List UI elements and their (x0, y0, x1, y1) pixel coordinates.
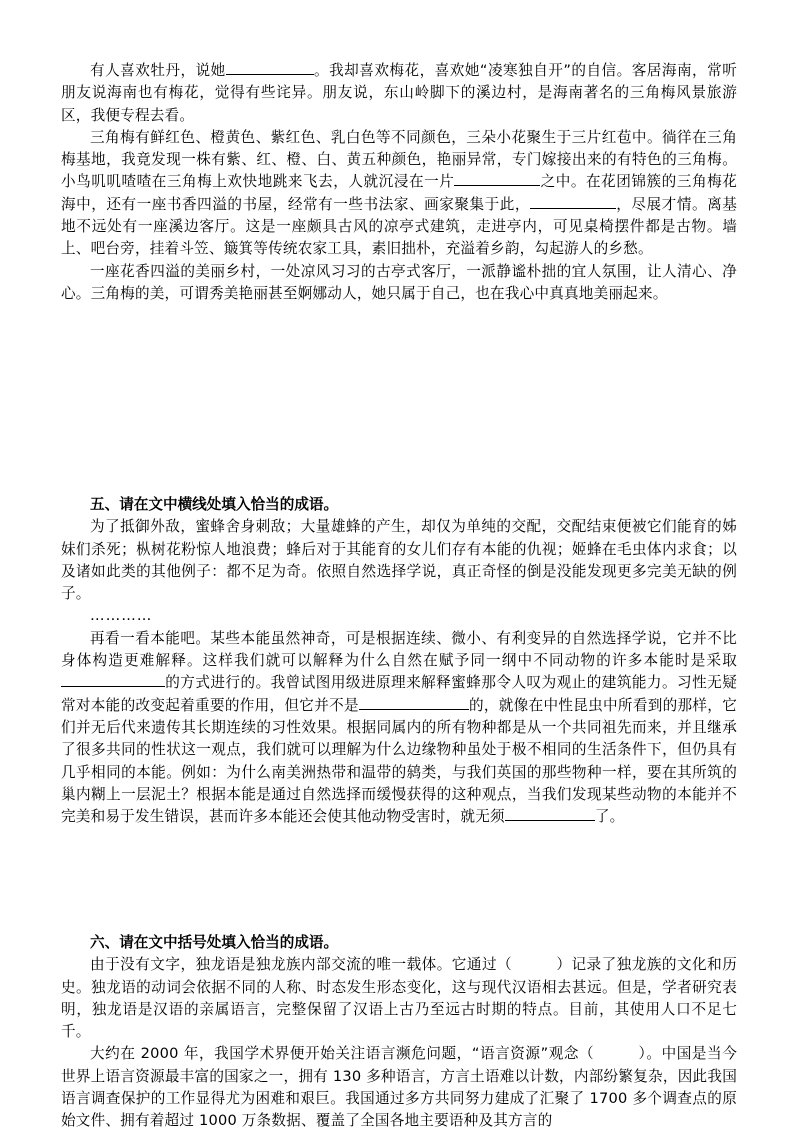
text-run: 。我却喜欢梅花，喜欢她“凌寒独自开”的自信。客居海南，常听朋友说海南也有梅花，觉得有些诧异。朋友说，东山岭脚下的溪边村，是海南著名的三角梅风景旅游区，我便专程去看。 (61, 62, 737, 124)
text-run: 有人喜欢牡丹，说她 (90, 62, 226, 79)
fill-blank[interactable] (530, 194, 616, 209)
text-run: 三角梅有鲜红色、橙黄色、紫红色、乳白色等不同颜色，三朵小花聚生于三片红苞中。徜徉在三角梅基地，我竟发现一株有紫、红、橙、白、黄五种颜色，艳丽异常，专门嫁接出来的有特色的三角梅。小鸟叽叽喳喳在三角梅上欢快地跳来飞去，人就沉浸在一片 (61, 128, 737, 191)
section-six-paragraph-2 (61, 1043, 737, 1132)
fill-blank[interactable] (454, 171, 540, 186)
section-five (61, 494, 737, 828)
document-page (61, 60, 737, 1130)
text-run: 由于没有文字，独龙语是独龙族内部交流的唯一载体。它通过（ (90, 956, 513, 974)
passage-one (61, 60, 737, 305)
ellipsis-line: ………… (90, 607, 153, 625)
passage-one-paragraph-2 (61, 127, 737, 261)
fill-blank[interactable] (505, 806, 595, 821)
text-run: ）记录了独龙族的文化和历史。独龙语的动词会依据不同的人称、时态发生形态变化，这与现代汉语相去甚远。但是，学者研究表明，独龙语是汉语的亲属语言，完整保留了汉语上古乃至远古时期的特点。目前，其使用人口不足七千。 (61, 956, 737, 1041)
fill-blank[interactable] (359, 695, 469, 710)
section-five-paragraph-1: 为了抵御外敌，蜜蜂舍身刺敌；大量雄蜂的产生，却仅为单纯的交配，交配结束便被它们能育的姊妹们杀死；枞树花粉惊人地浪费；蜂后对于其能育的女儿们存有本能的仇视；姬蜂在毛虫体内求食；以及诸如此类的其他例子：都不足为奇。依照自然选择学说，真正奇怪的倒是没能发现更多完美无缺的例子。 (61, 518, 737, 603)
passage-one-paragraph-3: 一座花香四溢的美丽乡村，一处凉风习习的古亭式客厅，一派静谧朴拙的宜人氛围，让人清心、净心。三角梅的美，可谓秀美艳丽甚至婀娜动人，她只属于自己，也在我心中真真地美丽起来。 (61, 262, 737, 302)
fill-blank[interactable] (61, 672, 165, 687)
passage-one-paragraph-1 (61, 60, 737, 127)
text-run: ）。中国是当今世界上语言资源最丰富的国家之一，拥有 130 多种语言，方言土语难以计数，内部纷繁复杂，因此我国语言调查保护的工作显得尤为困难和艰巨。我国通过多方共同努力建成了汇聚了 1700 多个调查点的原始文件、拥有着超过 1000 万条数据、覆盖了全国各地主要语种及其方言的 (61, 1045, 737, 1130)
section-six (61, 932, 737, 1133)
text-run: 再看一看本能吧。某些本能虽然神奇，可是根据连续、微小、有利变异的自然选择学说，它并不比身体构造更难解释。这样我们就可以解释为什么自然在赋予同一纲中不同动物的许多本能时是采取 (61, 629, 737, 670)
section-five-paragraph-2 (61, 628, 737, 829)
section-six-paragraph-1 (61, 954, 737, 1043)
section-five-heading: 五、请在文中横线处填入恰当的成语。 (90, 496, 339, 513)
fill-blank[interactable] (226, 60, 314, 75)
text-run: ，尽展才情。离基地不远处有一座溪边客厅。这是一座颇具古风的凉亭式建筑，走进亭内，可见桌椅摆件都是古物。墙上、吧台旁，挂着斗笠、簸箕等传统农家工具，素旧拙朴，充溢着乡韵，勾起游人的乡愁。 (61, 195, 737, 258)
text-run: 了。 (594, 808, 625, 826)
text-run: 的方式进行的。我曾试图用级进原理来解释蜜蜂那令人叹为观止的建筑能力。习性无疑常对本能的改变起着重要的作用，但它并不是 (61, 674, 737, 714)
section-six-heading: 六、请在文中括号处填入恰当的成语。 (90, 934, 339, 951)
text-run: 的，就像在中性昆虫中所看到的那样，它们并无后代来遗传其长期连续的习性效果。根据同属内的所有物种都是从一个共同祖先而来，并且继承了很多共同的性状这一观点，我们就可以理解为什么边缘物种虽处于极不相同的生活条件下，但仍具有几乎相同的本能。例如：为什么南美洲热带和温带的鸫类，与我们英国的那些物种一样，要在其所筑的巢内糊上一层泥土？根据本能是通过自然选择而缓慢获得的这种观点，当我们发现某些动物的本能并不完美和易于发生错误，甚而许多本能还会使其他动物受害时，就无须 (61, 696, 737, 826)
text-run: 大约在 2000 年，我国学术界便开始关注语言濒危问题，“语言资源”观念（ (90, 1045, 595, 1063)
text-run: 之中。在花团锦簇的三角梅花海中，还有一座书香四溢的书屋，经常有一些书法家、画家聚集于此， (61, 173, 737, 213)
